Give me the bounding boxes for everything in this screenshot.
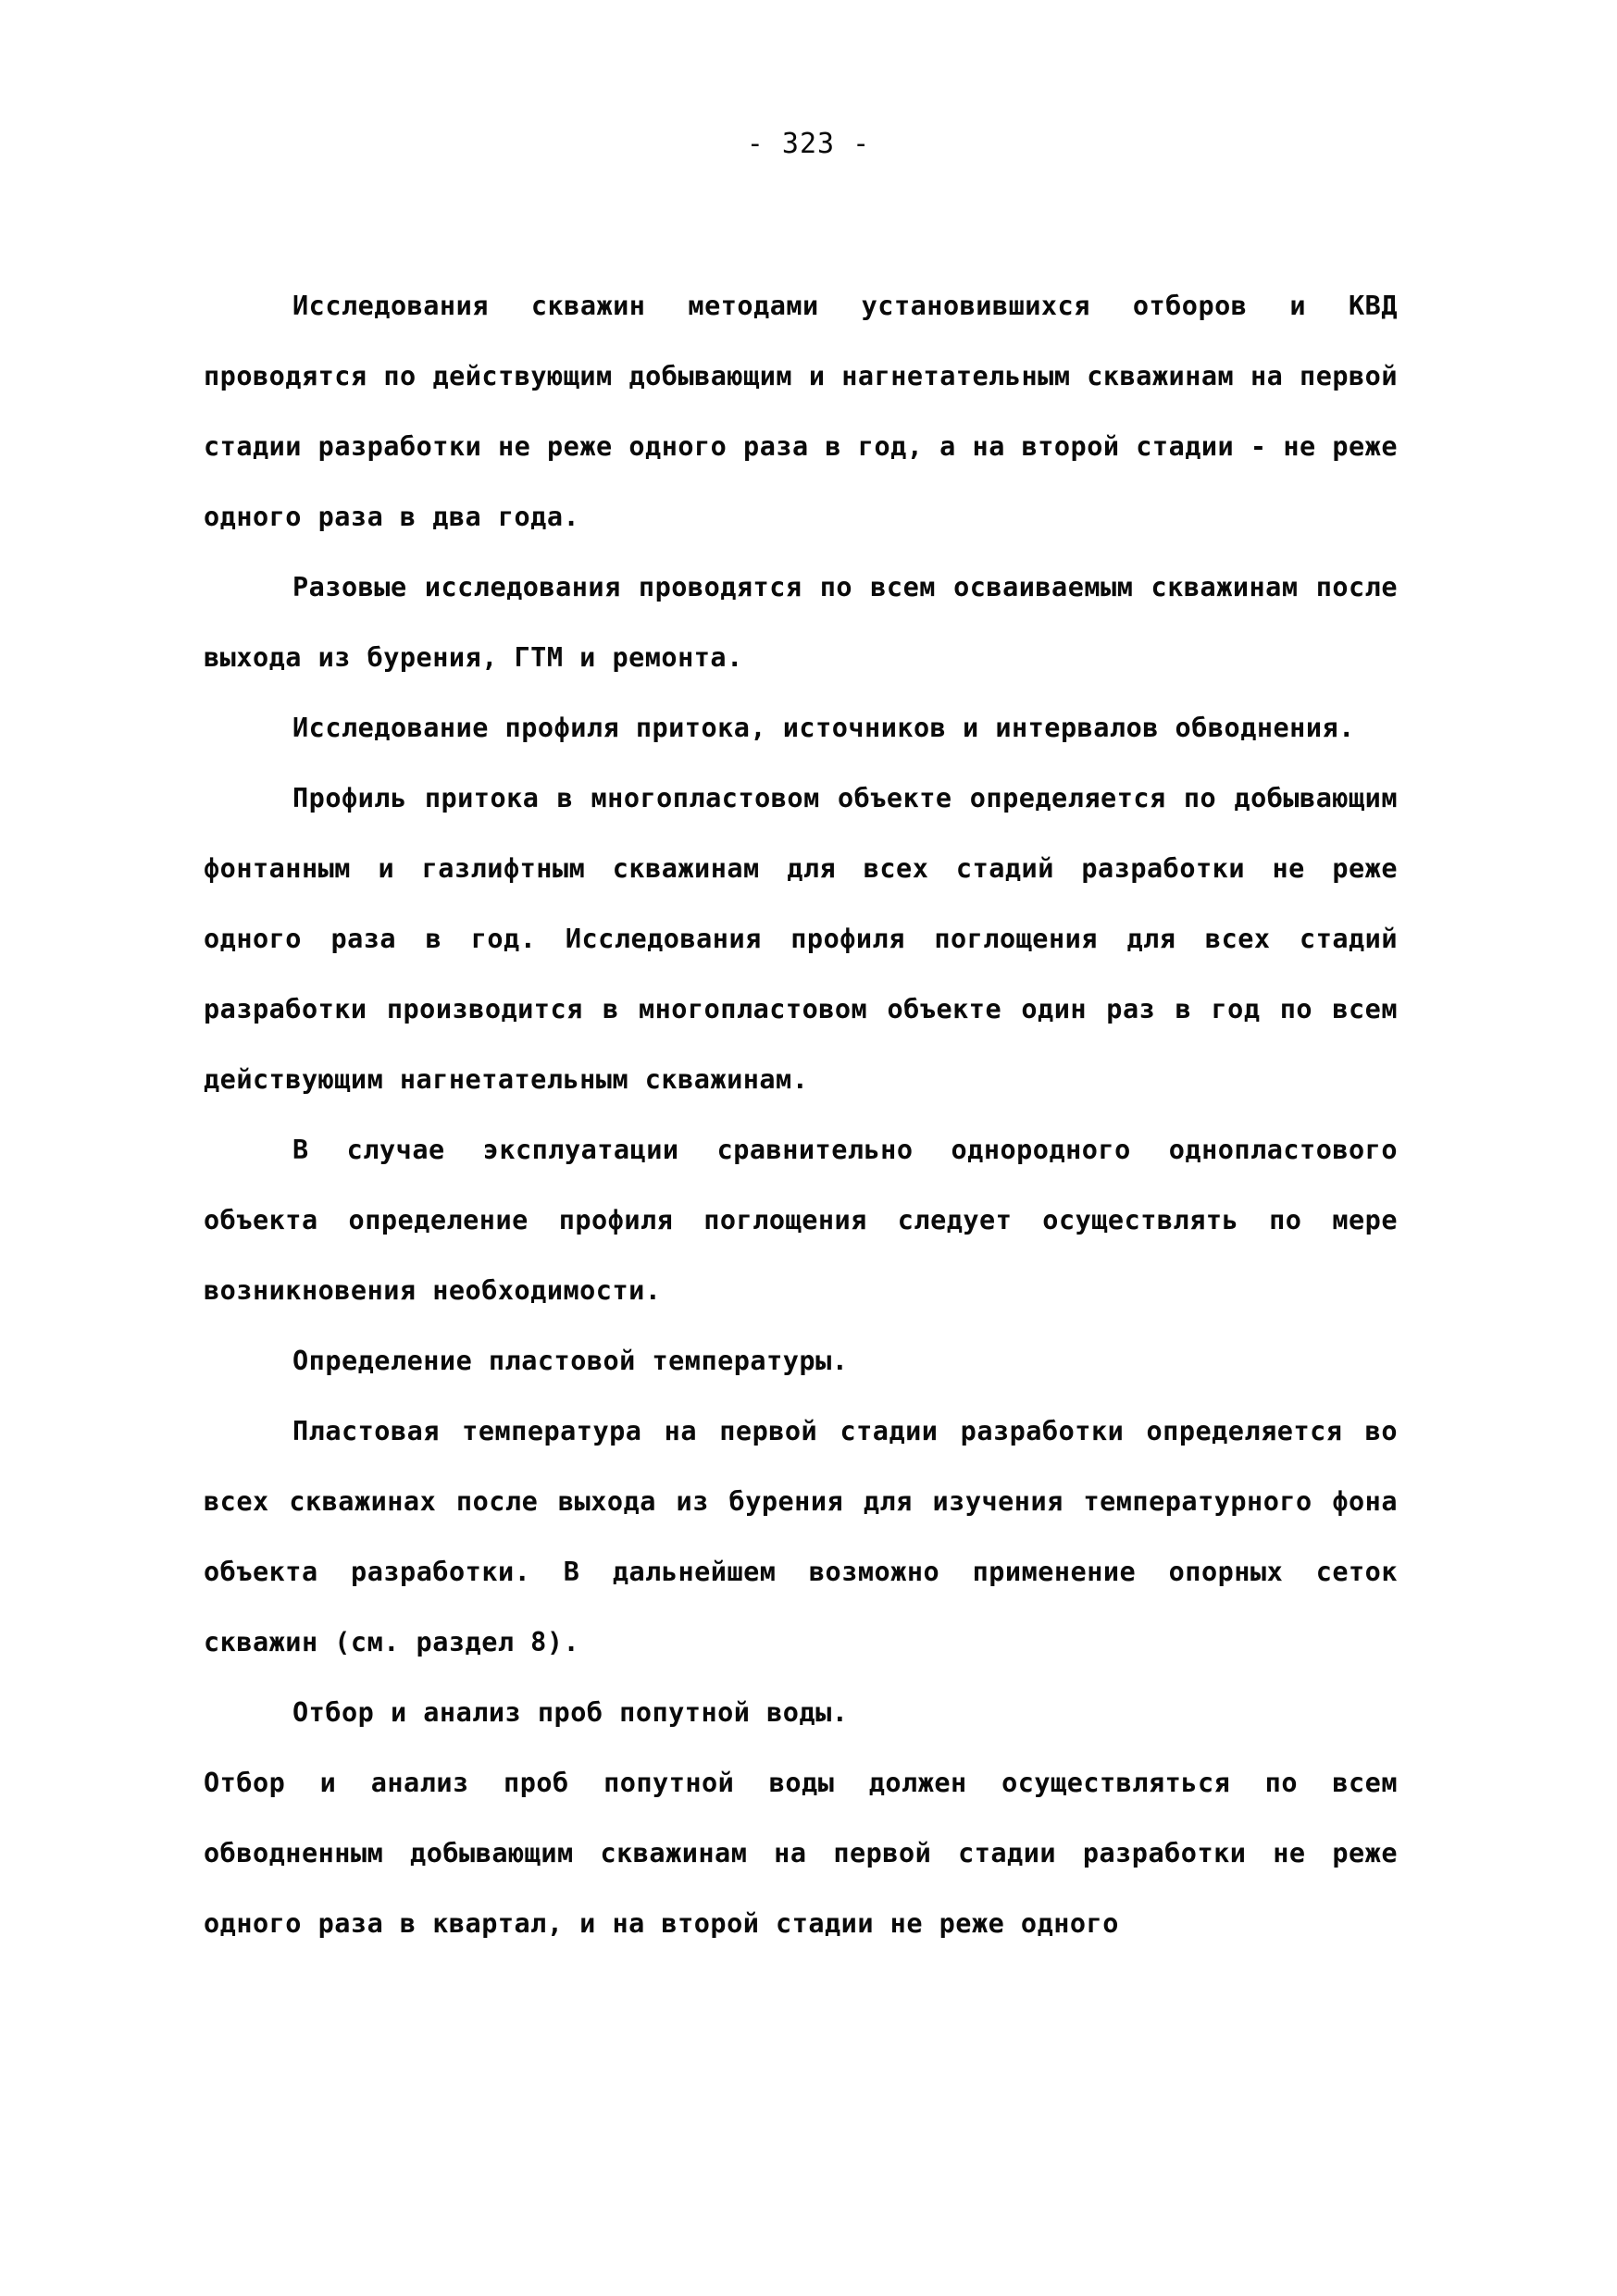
- paragraph-water-sampling: Отбор и анализ проб попутной воды должен осуществляться по всем обводненным добывающим скважинам на первой стадии разработки не реже одного раза в квартал, и на второй стадии не реже одного: [204, 1768, 1398, 1939]
- paragraph-inflow-profile-heading: Исследование профиля притока, источников и интервалов обводнения.: [292, 713, 1355, 743]
- paragraph-homogeneous-object: В случае эксплуатации сравнительно однородного однопластового объекта определение профиля поглощения следует осуществлять по мере возникновения необходимости.: [204, 1135, 1398, 1306]
- heading-water-sampling: Отбор и анализ проб попутной воды.: [292, 1697, 849, 1728]
- heading-reservoir-temperature: Определение пластовой температуры.: [292, 1346, 849, 1376]
- paragraph-reservoir-temperature: Пластовая температура на первой стадии разработки определяется во всех скважинах после выхода из бурения для изучения температурного фона объекта разработки. В дальнейшем возможно применение опорных сеток скважин (см. раздел 8).: [204, 1416, 1398, 1657]
- document-body: [204, 271, 1398, 1959]
- paragraph-one-time-tests: Разовые исследования проводятся по всем осваиваемым скважинам после выхода из бурения, ГТМ и ремонта.: [204, 572, 1398, 673]
- page-number: - 323 -: [746, 128, 871, 160]
- paragraph-inflow-profile: Профиль притока в многопластовом объекте определяется по добывающим фонтанным и газлифтным скважинам для всех стадий разработки не реже одного раза в год. Исследования профиля поглощения для всех стадий разработки производится в многопластовом объекте один раз в год по всем действующим нагнетательным скважинам.: [204, 783, 1398, 1095]
- paragraph-well-testing: Исследования скважин методами установившихся отборов и КВД проводятся по действующим добывающим и нагнетательным скважинам на первой стадии разработки не реже одного раза в год, а на второй стадии - не реже одного раза в два года.: [204, 291, 1398, 532]
